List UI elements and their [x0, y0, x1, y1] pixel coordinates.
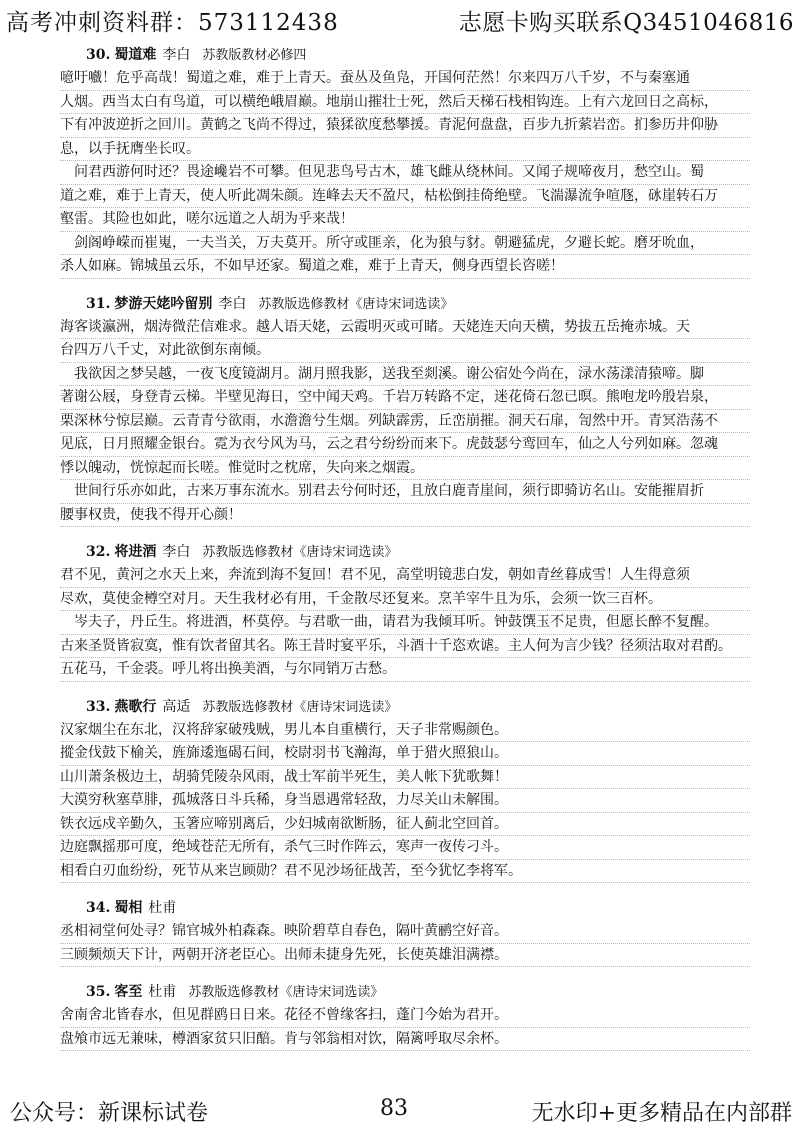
text-line: 人烟。西当太白有鸟道，可以横绝峨眉巅。地崩山摧壮士死，然后天梯石栈相钩连。上有六龙回日之高标，: [60, 91, 750, 115]
poem-title: 将进酒: [114, 544, 157, 560]
poem-author: 高适: [162, 698, 191, 715]
poem-source: 苏教版选修教材《唐诗宋词选读》: [188, 985, 384, 1000]
poem-section: [60, 44, 750, 279]
text-line: 著谢公屐，身登青云梯。半壁见海日，空中闻天鸡。千岩万转路不定，迷花倚石忽已暝。熊咆龙吟殷岩泉，: [60, 386, 750, 410]
poem-text: [60, 316, 750, 528]
text-line: 丞相祠堂何处寻？锦官城外柏森森。映阶碧草自春色，隔叶黄鹂空好音。: [60, 920, 750, 944]
poem-title: 蜀相: [114, 900, 143, 916]
text-line: 悸以魄动，恍惊起而长嗟。惟觉时之枕席，失向来之烟霞。: [60, 457, 750, 481]
footer-right-text: 无水印+更多精品在内部群: [531, 1101, 792, 1126]
text-line: 君不见，黄河之水天上来，奔流到海不复回！君不见，高堂明镜悲白发，朝如青丝暮成雪！人生得意须: [60, 564, 750, 588]
text-line: 舍南舍北皆春水，但见群鸥日日来。花径不曾缘客扫，蓬门今始为君开。: [60, 1004, 750, 1028]
footer-left-text: 公众号：新课标试卷: [10, 1101, 209, 1126]
poem-heading: [60, 44, 750, 67]
poem-title: 客至: [114, 984, 143, 1000]
poem-source: 苏教版教材必修四: [202, 48, 307, 63]
page-header: [0, 4, 800, 44]
text-line: 噫吁嚱！危乎高哉！蜀道之难，难于上青天。蚕丛及鱼凫，开国何茫然！尔来四万八千岁，不与秦塞通: [60, 67, 750, 91]
text-line: 铁衣远戍辛勤久，玉箸应啼别离后，少妇城南欲断肠，征人蓟北空回首。: [60, 813, 750, 837]
text-line: 我欲因之梦吴越，一夜飞度镜湖月。湖月照我影，送我至剡溪。谢公宿处今尚在，渌水荡漾清猿啼。脚: [60, 363, 750, 387]
poem-source: 苏教版选修教材《唐诗宋词选读》: [202, 545, 398, 560]
text-line: 五花马，千金裘。呼儿将出换美酒，与尔同销万古愁。: [60, 658, 750, 682]
poem-heading: [60, 696, 750, 719]
poem-author: 李白: [218, 295, 247, 312]
text-line: 见底，日月照耀金银台。霓为衣兮风为马，云之君兮纷纷而来下。虎鼓瑟兮鸾回车，仙之人兮列如麻。忽魂: [60, 433, 750, 457]
poem-title: 梦游天姥吟留别: [114, 295, 213, 312]
poem-text: [60, 1004, 750, 1051]
text-line: 古来圣贤皆寂寞，惟有饮者留其名。陈王昔时宴平乐，斗酒十千恣欢谑。主人何为言少钱？径须沽取对君酌。: [60, 635, 750, 659]
poem-number: 34.: [86, 900, 111, 916]
poem-title: 燕歌行: [114, 698, 157, 715]
text-line: 汉家烟尘在东北，汉将辞家破残贼，男儿本自重横行，天子非常赐颜色。: [60, 719, 750, 743]
text-line: 大漠穷秋塞草腓，孤城落日斗兵稀，身当恩遇常轻敌，力尽关山未解围。: [60, 789, 750, 813]
text-line: 问君西游何时还？畏途巉岩不可攀。但见悲鸟号古木，雄飞雌从绕林间。又闻子规啼夜月，愁空山。蜀: [60, 161, 750, 185]
text-line: 栗深林兮惊层巅。云青青兮欲雨，水澹澹兮生烟。列缺霹雳，丘峦崩摧。洞天石扉，訇然中开。青冥浩荡不: [60, 410, 750, 434]
poem-author: 杜甫: [148, 984, 177, 1000]
poem-heading: [60, 897, 750, 920]
poem-text: [60, 920, 750, 967]
poem-heading: [60, 981, 750, 1004]
text-line: 岑夫子，丹丘生。将进酒，杯莫停。与君歌一曲，请君为我倾耳听。钟鼓馔玉不足贵，但愿长醉不复醒。: [60, 611, 750, 635]
poem-source: 苏教版选修教材《唐诗宋词选读》: [202, 699, 398, 715]
poem-section: [60, 541, 750, 682]
poem-author: 李白: [162, 47, 191, 63]
text-line: 道之难，难于上青天，使人听此凋朱颜。连峰去天不盈尺，枯松倒挂倚绝壁。飞湍瀑流争喧豗，砯崖转石万: [60, 185, 750, 209]
text-line: 剑阁峥嵘而崔嵬，一夫当关，万夫莫开。所守或匪亲，化为狼与豺。朝避猛虎，夕避长蛇。磨牙吮血，: [60, 232, 750, 256]
poem-title: 蜀道难: [114, 47, 157, 63]
poem-source: 苏教版选修教材《唐诗宋词选读》: [258, 296, 454, 312]
text-line: 海客谈瀛洲，烟涛微茫信难求。越人语天姥，云霞明灭或可睹。天姥连天向天横，势拔五岳掩赤城。天: [60, 316, 750, 340]
page-footer: [0, 1096, 800, 1128]
text-line: 台四万八千丈，对此欲倒东南倾。: [60, 339, 750, 363]
text-line: 壑雷。其险也如此，嗟尔远道之人胡为乎来哉！: [60, 208, 750, 232]
poem-number: 32.: [86, 544, 111, 560]
document-body: [60, 44, 750, 1065]
poem-number: 31.: [86, 295, 111, 312]
poem-text: [60, 719, 750, 884]
poem-section: [60, 293, 750, 528]
text-line: 息，以手抚膺坐长叹。: [60, 138, 750, 162]
text-line: 腰事权贵，使我不得开心颜！: [60, 504, 750, 528]
text-line: 世间行乐亦如此，古来万事东流水。别君去兮何时还，且放白鹿青崖间，须行即骑访名山。安能摧眉折: [60, 480, 750, 504]
poem-text: [60, 67, 750, 279]
text-line: 相看白刃血纷纷，死节从来岂顾勋？君不见沙场征战苦，至今犹忆李将军。: [60, 860, 750, 884]
poem-heading: [60, 293, 750, 316]
text-line: 边庭飘摇那可度，绝域苍茫无所有，杀气三时作阵云，寒声一夜传刁斗。: [60, 836, 750, 860]
poem-number: 35.: [86, 984, 111, 1000]
poem-section: [60, 981, 750, 1051]
poem-number: 33.: [86, 698, 111, 715]
text-line: 下有冲波逆折之回川。黄鹤之飞尚不得过，猿猱欲度愁攀援。青泥何盘盘，百步九折萦岩峦。扪参历井仰胁: [60, 114, 750, 138]
text-line: 摐金伐鼓下榆关，旌旆逶迤碣石间，校尉羽书飞瀚海，单于猎火照狼山。: [60, 742, 750, 766]
header-left-text: 高考冲刺资料群：573112438: [6, 10, 339, 36]
text-line: 三顾频烦天下计，两朝开济老臣心。出师未捷身先死，长使英雄泪满襟。: [60, 944, 750, 968]
poem-section: [60, 897, 750, 967]
text-line: 尽欢，莫使金樽空对月。天生我材必有用，千金散尽还复来。烹羊宰牛且为乐，会须一饮三百杯。: [60, 588, 750, 612]
poem-section: [60, 696, 750, 884]
page-number: 83: [380, 1096, 408, 1121]
poem-number: 30.: [86, 47, 111, 63]
text-line: 山川萧条极边土，胡骑凭陵杂风雨，战士军前半死生，美人帐下犹歌舞！: [60, 766, 750, 790]
poem-text: [60, 564, 750, 682]
poem-heading: [60, 541, 750, 564]
header-right-text: 志愿卡购买联系Q3451046816: [458, 10, 794, 36]
text-line: 杀人如麻。锦城虽云乐，不如早还家。蜀道之难，难于上青天，侧身西望长咨嗟！: [60, 255, 750, 279]
poem-author: 杜甫: [148, 900, 177, 916]
poem-author: 李白: [162, 544, 191, 560]
text-line: 盘飧市远无兼味，樽酒家贫只旧醅。肯与邻翁相对饮，隔篱呼取尽余杯。: [60, 1028, 750, 1052]
